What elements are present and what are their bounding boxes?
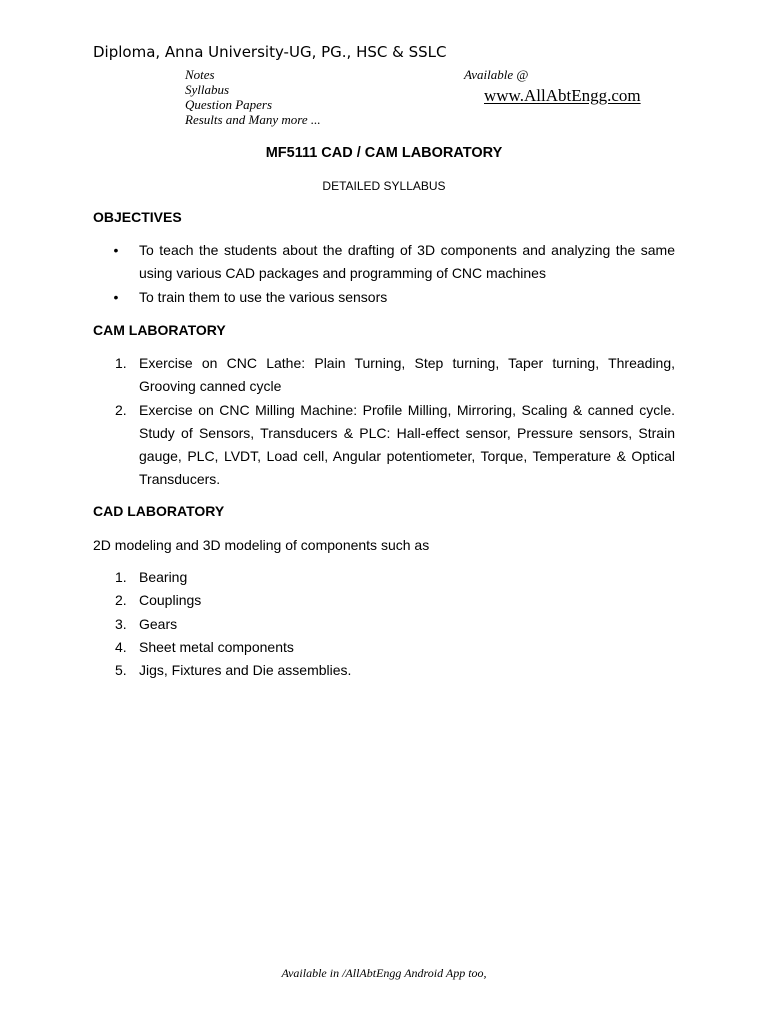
cam-lab-list [93,352,675,492]
bullet-icon: • [113,242,119,258]
cad-lab-heading: CAD LABORATORY [93,503,225,519]
header-link-question-papers: Question Papers [185,97,273,112]
list-item [93,566,675,589]
cad-lab-list [93,566,675,682]
item-text: Gears [139,615,178,632]
list-item [93,286,675,309]
item-number: 5. [115,662,127,679]
item-number: 3. [115,615,127,632]
document-title: MF5111 CAD / CAM LABORATORY [265,145,503,161]
item-number: 1. [115,569,127,585]
header-link-notes: Notes [185,67,215,82]
item-text: Bearing [139,569,188,585]
objectives-heading: OBJECTIVES [93,209,182,225]
item-number: 2. [115,592,127,609]
item-number: 1. [115,355,127,371]
footer-text: Available in /AllAbtEngg Android App too, [281,966,487,980]
website-link[interactable]: www.AllAbtEngg.com [484,86,641,105]
list-item [93,399,675,492]
list-item [93,239,675,286]
item-text: Sheet metal components [139,638,294,655]
bullet-icon: • [113,288,119,305]
list-item [93,659,675,682]
list-item [93,613,675,636]
list-item [93,352,675,399]
header-links [185,67,321,127]
item-text: Exercise on CNC Milling Machine: Profile Milling, Mirroring, Scaling & canned cycle. Study of Sensors, Transducers & PLC: Hall-effect sensor, Pressure sensors, Strain gauge, PLC, LVDT, Load cell, Angular potentiometer, Torque, Temperature & Optical Transducers. [139,401,675,488]
objective-text: To teach the students about the drafting of 3D components and analyzing the same using various CAD packages and programming of CNC machines [139,242,675,282]
objectives-list [93,239,675,309]
cad-lab-intro: 2D modeling and 3D modeling of components such as [93,537,430,553]
item-text: Exercise on CNC Lathe: Plain Turning, Step turning, Taper turning, Threading, Grooving canned cycle [139,355,675,395]
item-number: 4. [115,638,127,655]
header-title: Diploma, Anna University-UG, PG., HSC & SSLC [93,43,447,61]
item-number: 2. [115,401,127,418]
item-text: Couplings [139,592,202,609]
header-link-syllabus: Syllabus [185,82,230,97]
item-text: Jigs, Fixtures and Die assemblies. [139,662,352,679]
document-subtitle: DETAILED SYLLABUS [322,179,446,193]
objective-text: To train them to use the various sensors [139,288,388,305]
cam-lab-heading: CAM LABORATORY [93,322,226,338]
list-item [93,589,675,612]
header-link-results: Results and Many more ... [185,112,321,127]
available-label: Available @ [464,67,529,82]
list-item [93,636,675,659]
